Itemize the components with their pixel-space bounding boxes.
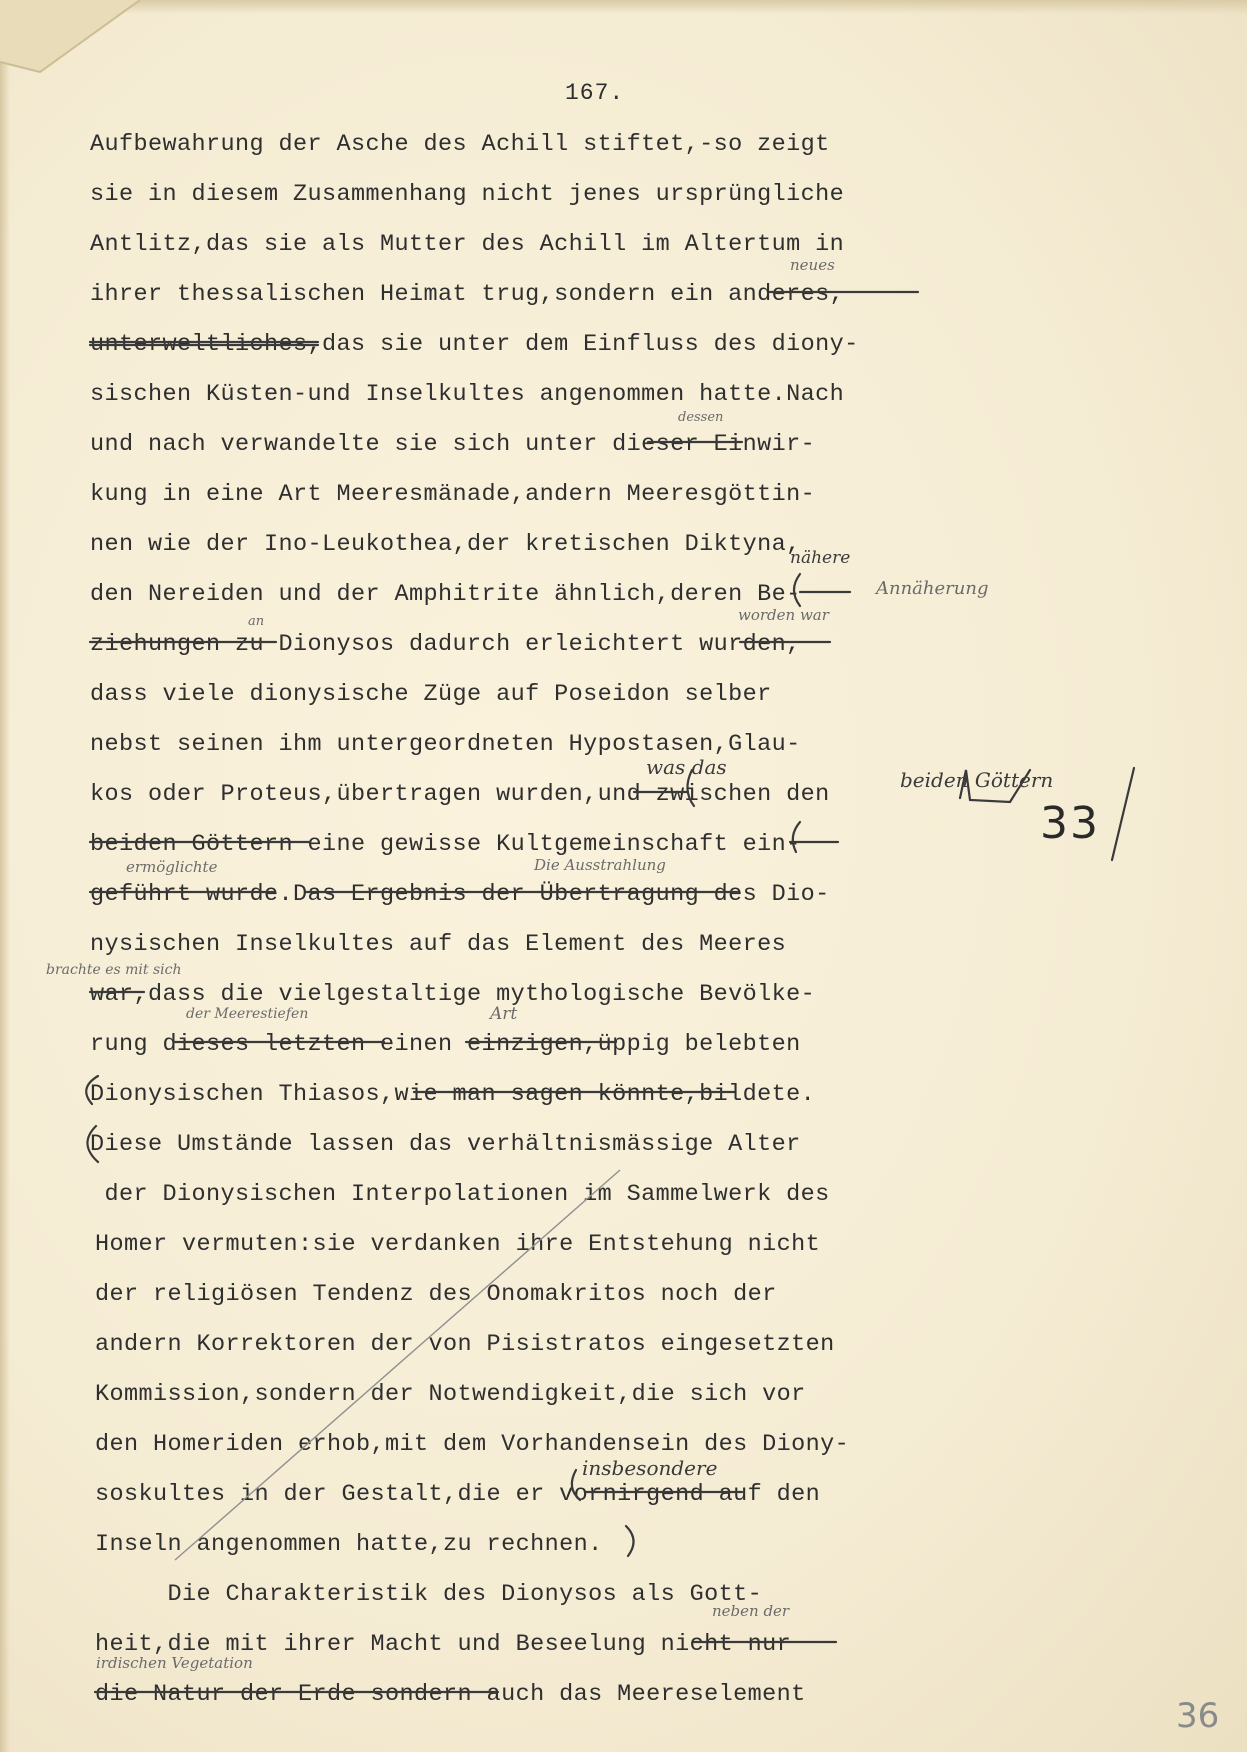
typed-line: war,dass die vielgestaltige mythologische Bevölke- bbox=[90, 981, 816, 1008]
typed-line: sie in diesem Zusammenhang nicht jenes ursprüngliche bbox=[90, 181, 845, 208]
typed-line: Aufbewahrung der Asche des Achill stiftet,-so zeigt bbox=[90, 131, 830, 158]
margin-number-33: 33 bbox=[1040, 798, 1100, 849]
annotation-nahere: nähere bbox=[790, 548, 851, 568]
typed-line: kung in eine Art Meeresmänade,andern Meeresgöttin- bbox=[90, 481, 816, 508]
annotation-was-das: was das bbox=[646, 755, 727, 779]
typed-line: den Nereiden und der Amphitrite ähnlich,deren Be- bbox=[90, 581, 801, 608]
annotation-der-meerestiefen: der Meerestiefen bbox=[186, 1006, 309, 1022]
annotation-brachte-mit-sich: brachte es mit sich bbox=[46, 962, 182, 978]
typed-line: Diese Umstände lassen das verhältnismässige Alter bbox=[90, 1131, 801, 1158]
annotation-beiden-gottern: beiden Göttern bbox=[900, 768, 1054, 792]
annotation-neben-der: neben der bbox=[712, 1602, 790, 1620]
typed-line: der Dionysischen Interpolationen im Sammelwerk des bbox=[90, 1181, 830, 1208]
typed-line: sischen Küsten-und Inselkultes angenommen hatte.Nach bbox=[90, 381, 845, 408]
annotation-dessen: dessen bbox=[678, 410, 724, 425]
typed-line: andern Korrektoren der von Pisistratos eingesetzten bbox=[95, 1331, 835, 1358]
typed-line: soskultes in der Gestalt,die er vornirgend auf den bbox=[95, 1481, 821, 1508]
annotation-ermoglichte: ermöglichte bbox=[126, 858, 218, 876]
typed-line: die Natur der Erde sondern auch das Meereselement bbox=[95, 1681, 806, 1708]
typed-line: kos oder Proteus,übertragen wurden,und zwischen den bbox=[90, 781, 830, 808]
annotation-irdischen-vegetation: irdischen Vegetation bbox=[96, 1654, 253, 1672]
page-number: 167. bbox=[565, 80, 625, 106]
typed-line: Dionysischen Thiasos,wie man sagen könnte,bildete. bbox=[90, 1081, 816, 1108]
typed-line: Die Charakteristik des Dionysos als Gott- bbox=[95, 1581, 763, 1608]
archive-number: 36 bbox=[1176, 1696, 1220, 1736]
annotation-worden-war: worden war bbox=[738, 606, 829, 624]
typed-line: nysischen Inselkultes auf das Element des Meeres bbox=[90, 931, 787, 958]
annotation-insbesondere: insbesondere bbox=[582, 1456, 718, 1480]
typed-line: ziehungen zu Dionysos dadurch erleichtert wurden, bbox=[90, 631, 801, 658]
typed-line: beiden Göttern eine gewisse Kultgemeinschaft ein- bbox=[90, 831, 801, 858]
typed-line: und nach verwandelte sie sich unter dieser Einwir- bbox=[90, 431, 816, 458]
annotation-die-ausstrahlung: Die Ausstrahlung bbox=[534, 856, 666, 874]
typed-line: ihrer thessalischen Heimat trug,sondern ein anderes, bbox=[90, 281, 845, 308]
typed-line: der religiösen Tendenz des Onomakritos noch der bbox=[95, 1281, 777, 1308]
typed-line: Antlitz,das sie als Mutter des Achill im Altertum in bbox=[90, 231, 845, 258]
typed-line: Kommission,sondern der Notwendigkeit,die sich vor bbox=[95, 1381, 806, 1408]
typed-line: rung dieses letzten einen einzigen,üppig belebten bbox=[90, 1031, 801, 1058]
typed-line: nen wie der Ino-Leukothea,der kretischen Diktyna, bbox=[90, 531, 801, 558]
typed-line: geführt wurde.Das Ergebnis der Übertragung des Dio- bbox=[90, 881, 830, 908]
annotation-art: Art bbox=[490, 1004, 518, 1024]
typed-line: heit,die mit ihrer Macht und Beseelung nicht nur bbox=[95, 1631, 792, 1658]
typed-line: Inseln angenommen hatte,zu rechnen. bbox=[95, 1531, 603, 1558]
annotation-annaherung: Annäherung bbox=[876, 578, 989, 599]
typed-line: nebst seinen ihm untergeordneten Hypostasen,Glau- bbox=[90, 731, 801, 758]
typed-line: dass viele dionysische Züge auf Poseidon selber bbox=[90, 681, 772, 708]
typed-line: Homer vermuten:sie verdanken ihre Entstehung nicht bbox=[95, 1231, 821, 1258]
annotation-neues: neues bbox=[790, 256, 835, 274]
annotation-an: an bbox=[248, 614, 265, 629]
typed-line: den Homeriden erhob,mit dem Vorhandensein des Diony- bbox=[95, 1431, 850, 1458]
typed-line: unterweltliches,das sie unter dem Einfluss des diony- bbox=[90, 331, 859, 358]
